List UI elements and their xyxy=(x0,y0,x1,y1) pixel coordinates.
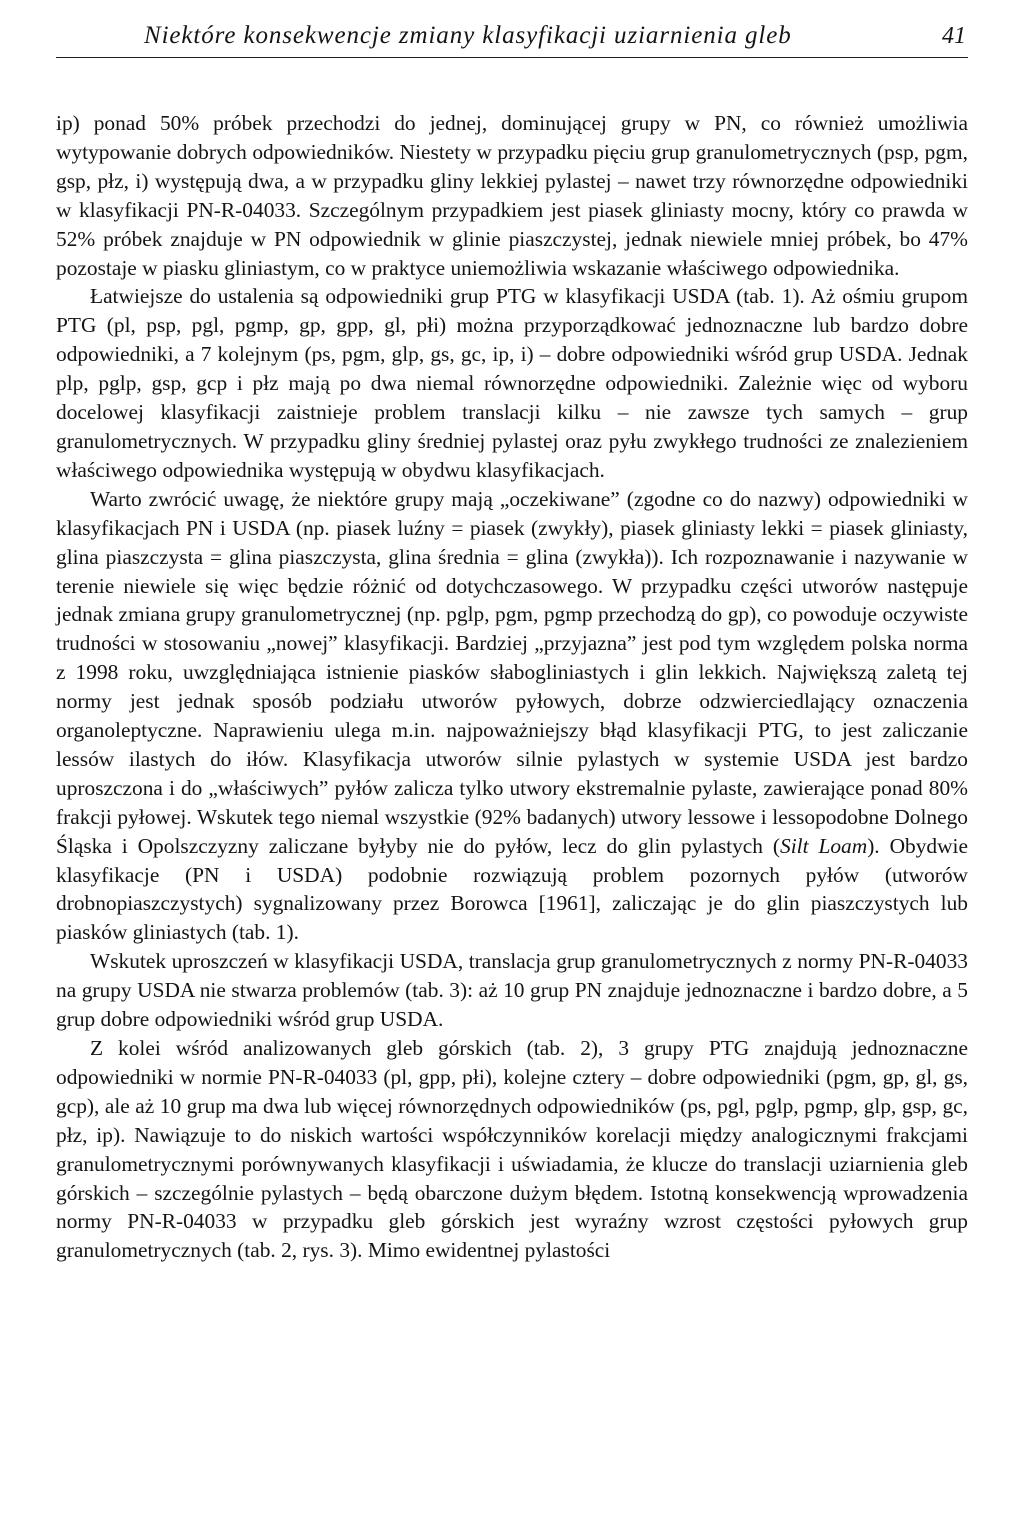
paragraph-3-part-1: Warto zwrócić uwagę, że niektóre grupy mają „oczekiwane” (zgodne co do nazwy) odpowiedniki w klasyfikacjach PN i USDA (np. piasek luźny = piasek (zwykły), piasek gliniasty lekki = piasek gliniasty, glina piaszczysta = glina piaszczysta, glina średnia = glina (zwykła)). Ich rozpoznawanie i nazywanie w terenie niewiele się więc będzie różnić od dotychczasowego. W przypadku części utworów następuje jednak zmiana grupy granulometrycznej (np. pglp, pgm, pgmp przechodzą do gp), co powoduje oczywiste trudności w stosowaniu „nowej” klasyfikacji. Bardziej „przyjazna” jest pod tym względem polska norma z 1998 roku, uwzględniająca istnienie piasków słabogliniastych i glin lekkich. Największą zaletą tej normy jest jednak sposób podziału utworów pyłowych, dobrze odzwierciedlający oznaczenia organoleptyczne. Naprawieniu ulega m.in. najpoważniejszy błąd klasyfikacji PTG, to jest zaliczanie lessów ilastych do iłów. Klasyfikacja utworów silnie pylastych w systemie USDA jest bardzo uproszczona i do „właściwych” pyłów zalicza tylko utwory ekstremalnie pylaste, zawierające ponad 80% frakcji pyłowej. Wskutek tego niemal wszystkie (92% badanych) utwory lessowe i lessopodobne Dolnego Śląska i Opolszczyzny zaliczane byłyby nie do pyłów, lecz do glin pylastych ( xyxy=(56,486,968,858)
running-header xyxy=(56,20,968,58)
running-title: Niektóre konsekwencje zmiany klasyfikacji uziarnienia gleb xyxy=(144,22,792,49)
paragraph-5: Z kolei wśród analizowanych gleb górskich (tab. 2), 3 grupy PTG znajdują jednoznaczne odpowiedniki w normie PN-R-04033 (pl, gpp, płi), kolejne cztery – dobre odpowiedniki (pgm, gp, gl, gs, gcp), ale aż 10 grup ma dwa lub więcej równorzędnych odpowiedników (ps, pgl, pglp, pgmp, glp, gsp, gc, płz, ip). Nawiązuje to do niskich wartości współczynników korelacji między analogicznymi frakcjami granulometrycznymi porównywanych klasyfikacji i uświadamia, że klucze do translacji uziarnienia gleb górskich – szczególnie pylastych – będą obarczone dużym błędem. Istotną konsekwencją wprowadzenia normy PN-R-04033 w przypadku gleb górskich jest wyraźny wzrost częstości pyłowych grup granulometrycznych (tab. 2, rys. 3). Mimo ewidentnej pylastości xyxy=(56,1036,968,1263)
paragraph-4: Wskutek uproszczeń w klasyfikacji USDA, translacja grup granulometrycznych z normy PN-R-04033 na grupy USDA nie stwarza problemów (tab. 3): aż 10 grup PN znajduje jednoznaczne i bardzo dobre, a 5 grup dobre odpowiedniki wśród grup USDA. xyxy=(56,949,968,1032)
paragraph-2: Łatwiejsze do ustalenia są odpowiedniki grup PTG w klasyfikacji USDA (tab. 1). Aż ośmiu grupom PTG (pl, psp, pgl, pgmp, gp, gpp, gl, płi) można przyporządkować jednoznaczne lub bardzo dobre odpowiedniki, a 7 kolejnym (ps, pgm, glp, gs, gc, ip, i) – dobre odpowiedniki wśród grup USDA. Jednak plp, pglp, gsp, gcp i płz mają po dwa niemal równorzędne odpowiedniki. Zależnie więc od wyboru docelowej klasyfikacji zaistnieje problem translacji kilku – nie zawsze tych samych – grup granulometrycznych. W przypadku gliny średniej pylastej oraz pyłu zwykłego trudności ze znalezieniem właściwego odpowiednika występują w obydwu klasyfikacjach. xyxy=(56,284,968,482)
paragraph-1: ip) ponad 50% próbek przechodzi do jednej, dominującej grupy w PN, co również umożliwia wytypowanie dobrych odpowiedników. Niestety w przypadku pięciu grup granulometrycznych (psp, pgm, gsp, płz, i) występują dwa, a w przypadku gliny lekkiej pylastej – nawet trzy równorzędne odpowiedniki w klasyfikacji PN-R-04033. Szczególnym przypadkiem jest piasek gliniasty mocny, który co prawda w 52% próbek znajduje w PN odpowiednik w glinie piaszczystej, jednak niewiele mniej próbek, bo 47% pozostaje w piasku gliniastym, co w praktyce uniemożliwia wskazanie właściwego odpowiednika. xyxy=(56,111,968,280)
silt-loam-term: Silt Loam xyxy=(780,833,868,858)
page xyxy=(56,20,968,1265)
body-text xyxy=(56,109,968,1265)
paragraph-3-part-2: ). Obydwie klasyfikacje (PN i USDA) podobnie rozwiązują problem pozornych pyłów (utworów drobnopiaszczystych) sygnalizowany przez Borowca [1961], zaliczając je do glin piaszczystych lub piasków gliniastych (tab. 1). xyxy=(56,833,968,945)
page-number: 41 xyxy=(942,23,966,49)
paragraph-3 xyxy=(56,485,968,948)
